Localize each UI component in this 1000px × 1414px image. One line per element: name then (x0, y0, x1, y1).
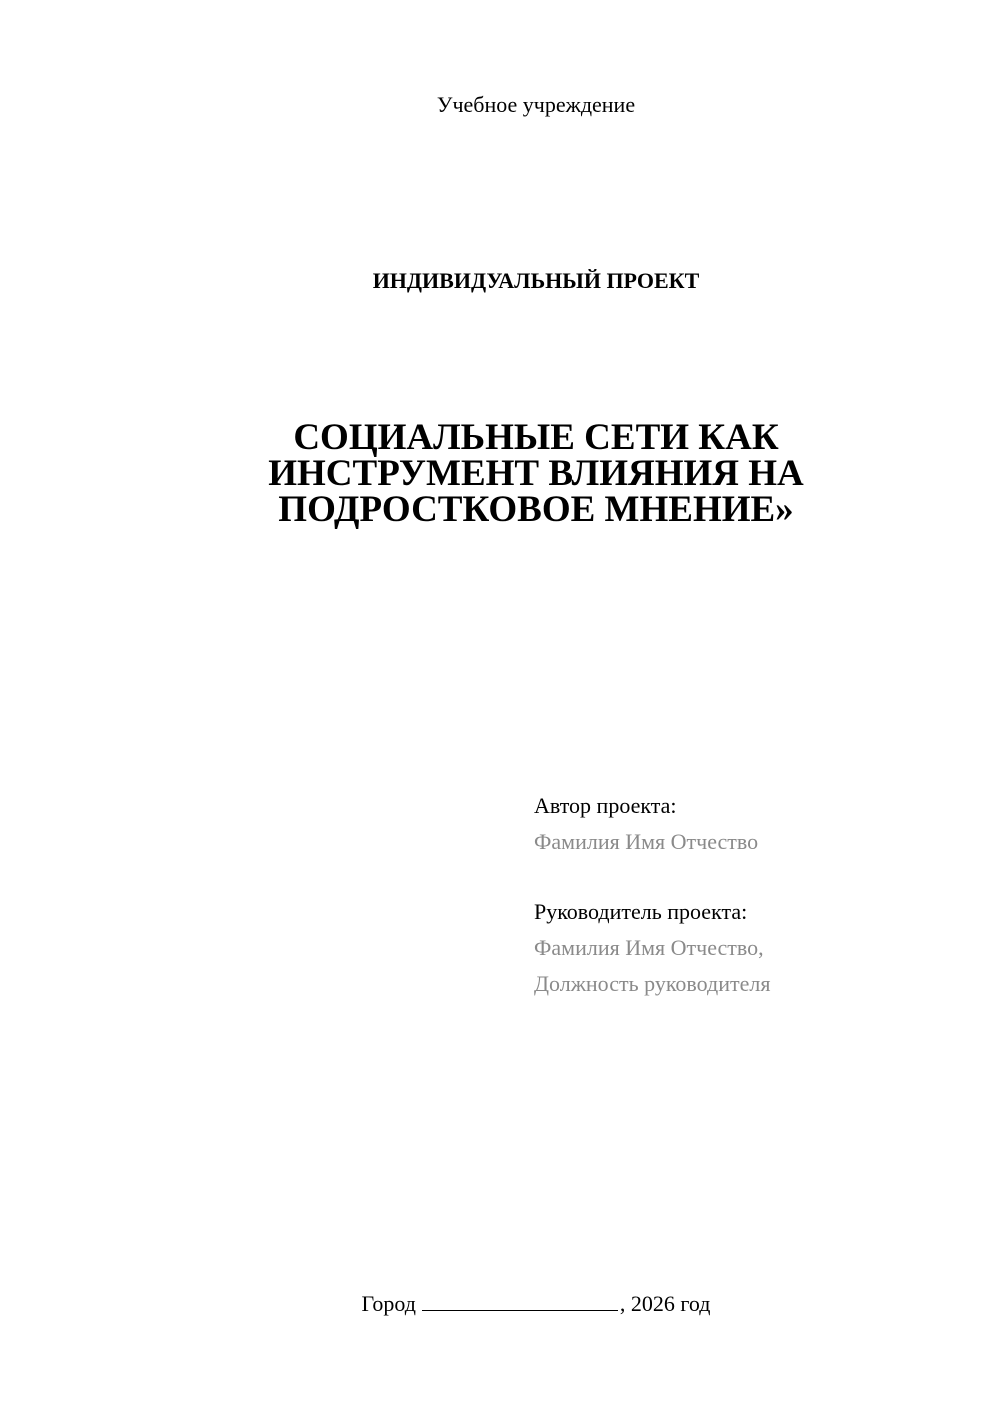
project-title-line: ПОДРОСТКОВОЕ МНЕНИЕ» (278, 489, 794, 530)
author-label: Автор проекта: (534, 793, 677, 818)
credits-spacer (534, 860, 974, 894)
year-text: , 2026 год (619, 1291, 711, 1316)
project-title-line: СОЦИАЛЬНЫЕ СЕТИ КАК (293, 417, 779, 458)
city-label: Город (361, 1291, 416, 1316)
project-title (0, 417, 1000, 530)
project-title-line: ИНСТРУМЕНТ ВЛИЯНИЯ НА (268, 453, 804, 494)
supervisor-label: Руководитель проекта: (534, 899, 748, 924)
supervisor-position: Должность руководителя (534, 971, 771, 996)
document-type: ИНДИВИДУАЛЬНЫЙ ПРОЕКТ (372, 268, 700, 293)
author-name: Фамилия Имя Отчество (534, 829, 759, 854)
city-blank-line (422, 1290, 618, 1311)
city-year-line (0, 1289, 1000, 1319)
institution-name: Учебное учреждение (436, 92, 636, 117)
supervisor-name: Фамилия Имя Отчество, (534, 935, 764, 960)
credits-block (534, 788, 974, 1002)
